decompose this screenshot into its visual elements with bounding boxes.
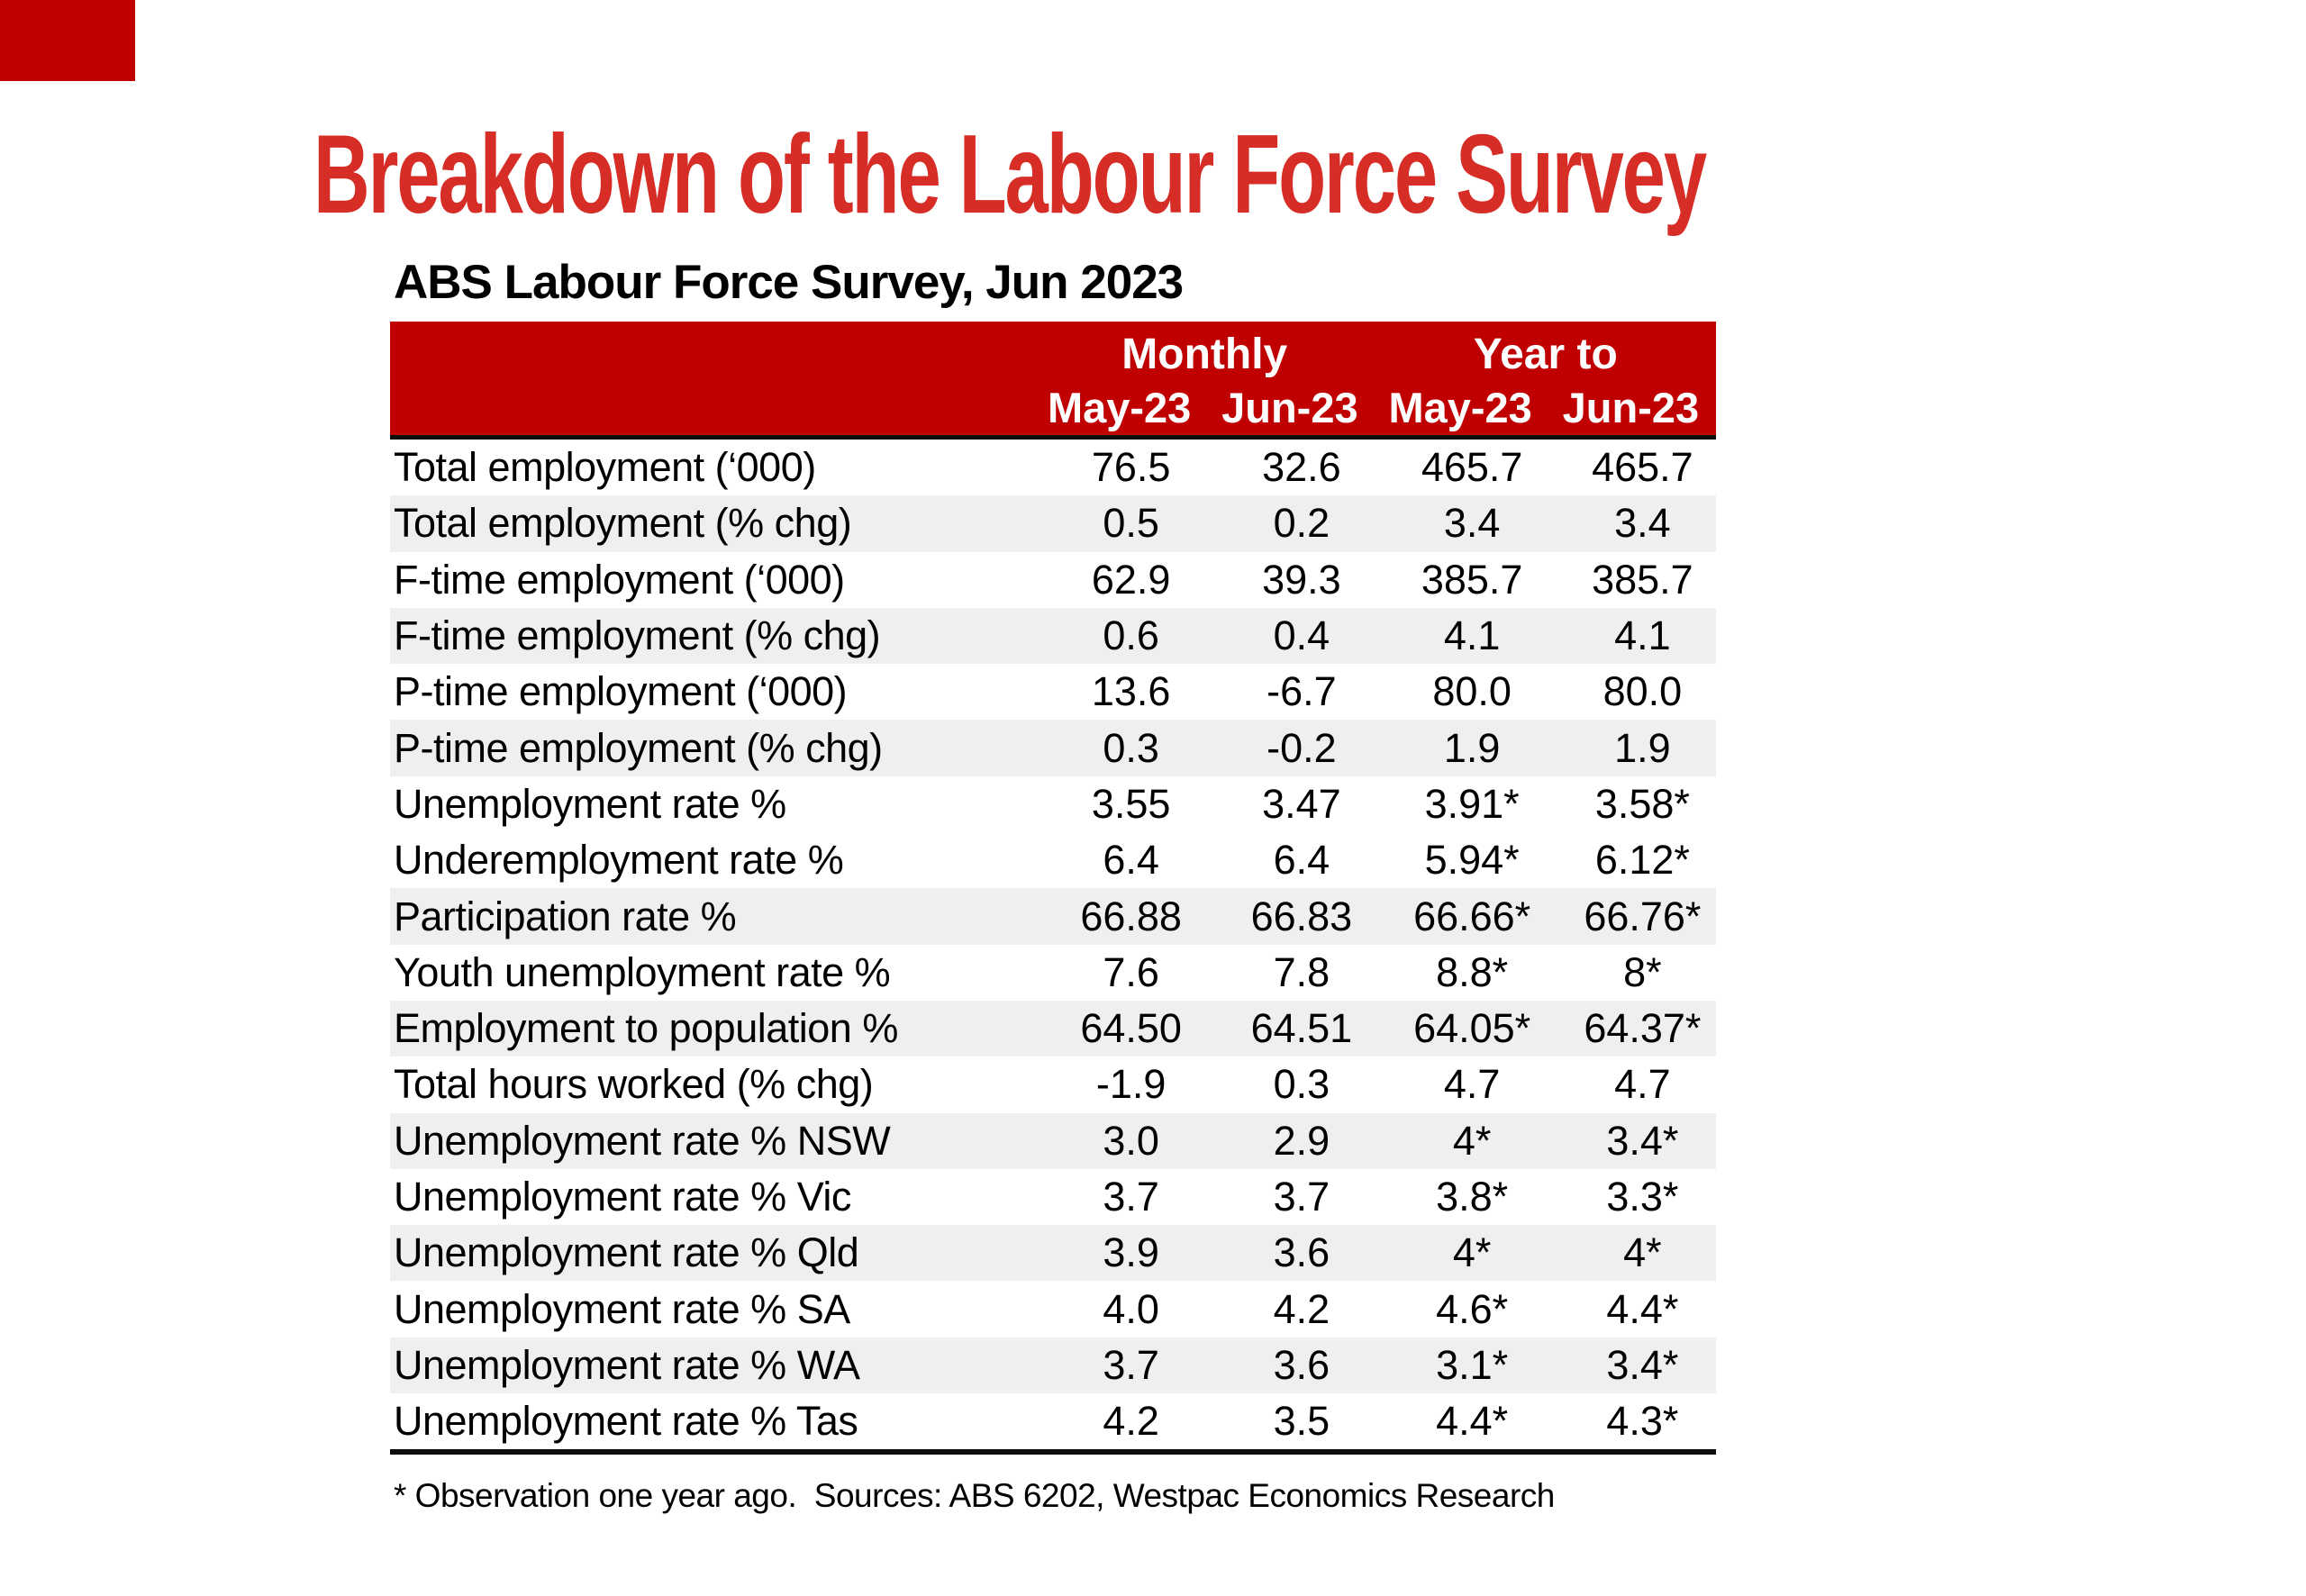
row-label: Unemployment rate % WA <box>394 1341 860 1388</box>
cell-value: 39.3 <box>1262 556 1341 603</box>
cell-value: 64.05* <box>1413 1005 1531 1052</box>
cell-value: 6.4 <box>1103 837 1159 884</box>
cell-value: 3.55 <box>1091 780 1171 827</box>
table-row <box>390 552 1716 608</box>
cell-value: 8* <box>1623 948 1662 995</box>
cell-value: 64.51 <box>1250 1005 1353 1052</box>
cell-value: 465.7 <box>1592 444 1693 491</box>
cell-value: 80.0 <box>1602 668 1683 715</box>
cell-value: 80.0 <box>1432 668 1512 715</box>
cell-value: 4* <box>1452 1229 1492 1276</box>
row-label: Total employment (% chg) <box>394 500 852 547</box>
row-label: Unemployment rate % SA <box>394 1285 850 1332</box>
cell-value: 4* <box>1452 1117 1492 1164</box>
cell-value: 1.9 <box>1614 724 1671 771</box>
row-label: P-time employment (‘000) <box>394 668 848 715</box>
table-row <box>390 1001 1716 1056</box>
cell-value: 3.4 <box>1614 500 1671 547</box>
cell-value: 3.4 <box>1443 500 1501 547</box>
cell-value: 0.3 <box>1103 724 1159 771</box>
cell-value: 3.9 <box>1103 1229 1159 1276</box>
column-group-monthly: Monthly <box>1121 331 1288 378</box>
cell-value: 4.2 <box>1103 1398 1159 1445</box>
table-row <box>390 1393 1716 1449</box>
cell-value: 3.3* <box>1606 1174 1679 1220</box>
cell-value: 3.47 <box>1262 780 1341 827</box>
cell-value: 66.88 <box>1080 893 1182 939</box>
cell-value: 32.6 <box>1262 444 1341 491</box>
table-row <box>390 1113 1716 1169</box>
cell-value: 4.7 <box>1614 1061 1671 1108</box>
cell-value: 0.6 <box>1103 612 1159 659</box>
row-label: F-time employment (% chg) <box>394 612 881 659</box>
table-row <box>390 888 1716 944</box>
page-title: Breakdown of the Labour Force Survey <box>313 113 1705 237</box>
table-row <box>390 832 1716 888</box>
cell-value: 5.94* <box>1424 837 1520 884</box>
header-spacer <box>390 327 1034 383</box>
row-label: Unemployment rate % NSW <box>394 1117 891 1164</box>
cell-value: 8.8* <box>1436 948 1509 995</box>
cell-value: 66.66* <box>1413 893 1531 939</box>
cell-value: 64.37* <box>1584 1005 1702 1052</box>
cell-value: 62.9 <box>1091 556 1171 603</box>
row-label: F-time employment (‘000) <box>394 556 845 603</box>
row-label: P-time employment (% chg) <box>394 724 883 771</box>
cell-value: 3.58* <box>1594 780 1690 827</box>
row-label: Unemployment rate % Tas <box>394 1398 858 1445</box>
table-row <box>390 608 1716 664</box>
cell-value: 4.0 <box>1103 1285 1159 1332</box>
table-row <box>390 945 1716 1001</box>
cell-value: -1.9 <box>1095 1061 1167 1108</box>
cell-value: 3.0 <box>1103 1117 1159 1164</box>
column-group-year-to: Year to <box>1473 331 1618 378</box>
cell-value: 13.6 <box>1091 668 1171 715</box>
table-row <box>390 1225 1716 1281</box>
labour-force-table <box>390 322 1716 1455</box>
cell-value: -0.2 <box>1266 724 1337 771</box>
table-title: ABS Labour Force Survey, Jun 2023 <box>394 256 1184 309</box>
cell-value: 385.7 <box>1421 556 1523 603</box>
column-header-monthly-may23: May-23 <box>1047 384 1192 431</box>
cell-value: 0.5 <box>1103 500 1159 547</box>
row-label: Unemployment rate % Qld <box>394 1229 859 1276</box>
cell-value: 0.4 <box>1273 612 1330 659</box>
row-label: Unemployment rate % <box>394 780 786 827</box>
column-header-monthly-jun23: Jun-23 <box>1221 384 1358 431</box>
row-label: Participation rate % <box>394 893 737 939</box>
cell-value: -6.7 <box>1266 668 1337 715</box>
cell-value: 66.83 <box>1250 893 1353 939</box>
cell-value: 3.5 <box>1273 1398 1330 1445</box>
cell-value: 4.4* <box>1436 1398 1509 1445</box>
row-label: Unemployment rate % Vic <box>394 1174 851 1220</box>
cell-value: 6.4 <box>1273 837 1330 884</box>
table-row <box>390 776 1716 832</box>
cell-value: 3.4* <box>1606 1117 1679 1164</box>
cell-value: 3.1* <box>1436 1341 1509 1388</box>
cell-value: 3.91* <box>1424 780 1520 827</box>
cell-value: 4.1 <box>1443 612 1501 659</box>
row-label: Employment to population % <box>394 1005 898 1052</box>
table-header <box>390 322 1716 440</box>
cell-value: 4.6* <box>1436 1285 1509 1332</box>
table-body <box>390 440 1716 1455</box>
cell-value: 0.3 <box>1273 1061 1330 1108</box>
row-label: Total hours worked (% chg) <box>394 1061 874 1108</box>
table-header-month-row <box>390 383 1716 432</box>
cell-value: 1.9 <box>1443 724 1501 771</box>
header-spacer <box>390 383 1034 432</box>
table-row <box>390 1338 1716 1393</box>
cell-value: 3.8* <box>1436 1174 1509 1220</box>
cell-value: 7.8 <box>1273 948 1330 995</box>
table-row <box>390 1056 1716 1112</box>
cell-value: 4.7 <box>1443 1061 1501 1108</box>
cell-value: 76.5 <box>1091 444 1171 491</box>
table-row <box>390 664 1716 720</box>
column-header-yearto-may23: May-23 <box>1388 384 1532 431</box>
column-header-yearto-jun23: Jun-23 <box>1562 384 1700 431</box>
cell-value: 4.3* <box>1606 1398 1679 1445</box>
cell-value: 4.1 <box>1614 612 1671 659</box>
cell-value: 3.6 <box>1273 1229 1330 1276</box>
cell-value: 3.7 <box>1103 1341 1159 1388</box>
cell-value: 4.2 <box>1273 1285 1330 1332</box>
cell-value: 385.7 <box>1592 556 1693 603</box>
cell-value: 3.7 <box>1103 1174 1159 1220</box>
cell-value: 3.4* <box>1606 1341 1679 1388</box>
row-label: Underemployment rate % <box>394 837 844 884</box>
cell-value: 2.9 <box>1273 1117 1330 1164</box>
table-row <box>390 1169 1716 1225</box>
cell-value: 6.12* <box>1594 837 1690 884</box>
table-row <box>390 720 1716 775</box>
cell-value: 3.7 <box>1273 1174 1330 1220</box>
cell-value: 465.7 <box>1421 444 1523 491</box>
cell-value: 7.6 <box>1103 948 1159 995</box>
table-row <box>390 1281 1716 1337</box>
cell-value: 3.6 <box>1273 1341 1330 1388</box>
cell-value: 4* <box>1623 1229 1662 1276</box>
cell-value: 0.2 <box>1273 500 1330 547</box>
table-row <box>390 440 1716 495</box>
table-row <box>390 495 1716 551</box>
footnote: * Observation one year ago. Sources: ABS 6202, Westpac Economics Research <box>394 1477 1555 1514</box>
corner-accent-block <box>0 0 135 81</box>
row-label: Total employment (‘000) <box>394 444 816 491</box>
cell-value: 64.50 <box>1080 1005 1182 1052</box>
cell-value: 66.76* <box>1584 893 1702 939</box>
cell-value: 4.4* <box>1606 1285 1679 1332</box>
table-header-group-row <box>390 327 1716 383</box>
row-label: Youth unemployment rate % <box>394 948 891 995</box>
